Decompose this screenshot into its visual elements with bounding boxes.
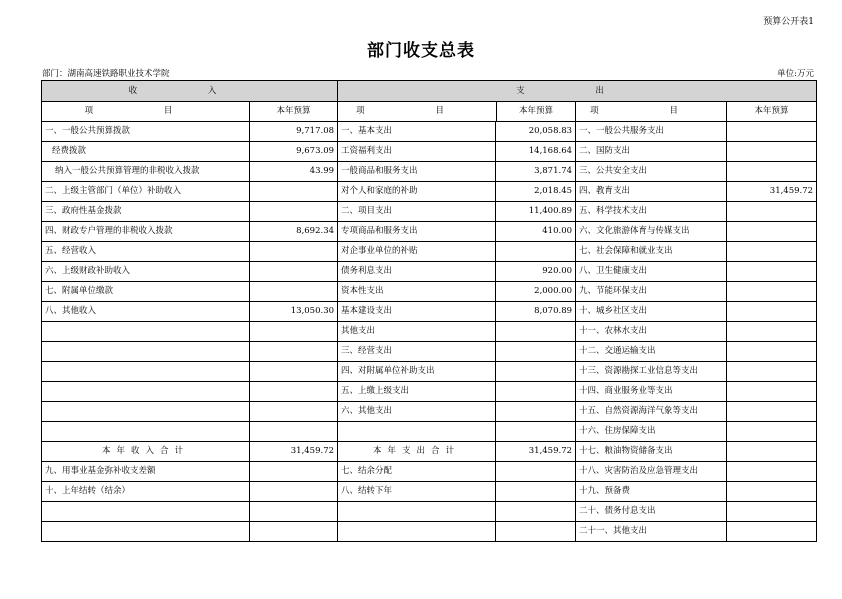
function-value-cell: [727, 122, 817, 142]
income-value-cell: 13,050.30: [250, 302, 338, 322]
table-row: [42, 202, 817, 222]
function-item-cell: 八、卫生健康支出: [576, 262, 727, 282]
table-row: [42, 122, 817, 142]
function-value-cell: [727, 242, 817, 262]
income-item-cell: 四、财政专户管理的非税收入拨款: [42, 222, 250, 242]
function-value-cell: [727, 422, 817, 442]
function-value-cell: [727, 362, 817, 382]
expense-value-cell: [496, 482, 575, 501]
income-item-cell: [42, 422, 250, 442]
income-item-cell: [42, 522, 250, 542]
function-item-cell: 十五、自然资源海洋气象等支出: [576, 402, 727, 422]
table-row: [42, 222, 817, 242]
function-value-cell: [727, 402, 817, 422]
income-value-cell: [250, 322, 338, 342]
table-row: [42, 482, 817, 502]
function-item-cell: 一、一般公共服务支出: [576, 122, 727, 142]
function-value-cell: [727, 302, 817, 322]
expense-cell: [338, 442, 576, 462]
function-value-cell: [727, 342, 817, 362]
income-item-cell: 五、经营收入: [42, 242, 250, 262]
expense-item-cell: 四、对附属单位补助支出: [338, 362, 496, 381]
expense-value-cell: [496, 522, 575, 541]
function-item-cell: 四、教育支出: [576, 182, 727, 202]
expense-item-cell: 八、结转下年: [338, 482, 496, 501]
income-value-cell: 9,673.09: [250, 142, 338, 162]
expense-item-cell: 对个人和家庭的补助: [338, 182, 496, 201]
table-row: [42, 322, 817, 342]
function-item-cell: 九、节能环保支出: [576, 282, 727, 302]
expense-item-cell: 工资福利支出: [338, 142, 496, 161]
column-header-row: [42, 102, 817, 122]
income-value-cell: [250, 242, 338, 262]
income-item-cell: [42, 502, 250, 522]
function-item-cell: 十九、预备费: [576, 482, 727, 502]
income-budget-header: 本年预算: [250, 102, 338, 122]
function-item-cell: 二十一、其他支出: [576, 522, 727, 542]
income-value-cell: [250, 202, 338, 222]
expense-cell: [338, 242, 576, 262]
table-row: [42, 502, 817, 522]
expense-section-header: 支 出: [338, 81, 817, 102]
expense-value-cell: [496, 362, 575, 381]
expense-item-cell: 债务利息支出: [338, 262, 496, 281]
function-budget-header: 本年预算: [727, 102, 817, 122]
income-value-cell: 8,692.34: [250, 222, 338, 242]
income-value-cell: [250, 382, 338, 402]
expense-item-cell: 其他支出: [338, 322, 496, 341]
table-row: [42, 282, 817, 302]
table-row: [42, 262, 817, 282]
income-item-cell: 十、上年结转（结余）: [42, 482, 250, 502]
function-item-cell: 六、文化旅游体育与传媒支出: [576, 222, 727, 242]
function-value-cell: [727, 202, 817, 222]
function-item-cell: 五、科学技术支出: [576, 202, 727, 222]
expense-cell: [338, 422, 576, 442]
section-band-row: [42, 81, 817, 102]
table-row: [42, 402, 817, 422]
income-value-cell: [250, 182, 338, 202]
income-item-cell: 一、一般公共预算拨款: [42, 122, 250, 142]
income-item-cell: [42, 342, 250, 362]
function-item-cell: 二、国防支出: [576, 142, 727, 162]
income-value-cell: [250, 262, 338, 282]
income-value-cell: [250, 482, 338, 502]
income-value-cell: 43.99: [250, 162, 338, 182]
expense-item-cell: 二、项目支出: [338, 202, 496, 221]
expense-cell: [338, 462, 576, 482]
expense-cell: [338, 122, 576, 142]
expense-cell: [338, 162, 576, 182]
expense-item-cell: 对企事业单位的补贴: [338, 242, 496, 261]
function-item-cell: 十八、灾害防治及应急管理支出: [576, 462, 727, 482]
income-item-cell: 三、政府性基金拨款: [42, 202, 250, 222]
expense-value-cell: [496, 242, 575, 261]
income-value-cell: [250, 402, 338, 422]
table-row: [42, 162, 817, 182]
function-value-cell: 31,459.72: [727, 182, 817, 202]
table-row: [42, 302, 817, 322]
income-value-cell: [250, 462, 338, 482]
expense-item-cell: 三、经营支出: [338, 342, 496, 361]
expense-cell: [338, 262, 576, 282]
expense-value-cell: 8,070.89: [534, 306, 573, 316]
function-value-cell: [727, 382, 817, 402]
function-item-cell: 七、社会保障和就业支出: [576, 242, 727, 262]
expense-header-cell: [338, 102, 576, 122]
function-value-cell: [727, 482, 817, 502]
expense-cell: [338, 342, 576, 362]
income-item-cell: [42, 402, 250, 422]
income-item-header: 项 目: [42, 102, 250, 122]
expense-value-cell: 14,168.64: [528, 146, 573, 156]
function-item-cell: 十一、农林水支出: [576, 322, 727, 342]
expense-cell: [338, 202, 576, 222]
expense-cell: [338, 182, 576, 202]
table-row: [42, 522, 817, 542]
expense-value-cell: [496, 402, 575, 421]
table-row: [42, 182, 817, 202]
income-section-header: 收 入: [42, 81, 338, 102]
table-row: [42, 142, 817, 162]
function-value-cell: [727, 262, 817, 282]
expense-cell: [338, 282, 576, 302]
expense-cell: [338, 502, 576, 522]
income-value-cell: [250, 502, 338, 522]
table-row: [42, 362, 817, 382]
income-item-cell: 七、附属单位缴款: [42, 282, 250, 302]
income-item-cell: 经费拨款: [42, 142, 250, 162]
expense-value-cell: 3,871.74: [534, 166, 573, 176]
expense-cell: [338, 322, 576, 342]
expense-cell: [338, 522, 576, 542]
expense-value-cell: [496, 462, 575, 481]
function-value-cell: [727, 162, 817, 182]
function-value-cell: [727, 142, 817, 162]
expense-item-cell: 五、上缴上级支出: [338, 382, 496, 401]
expense-item-cell: 本年支出合计: [338, 442, 496, 461]
function-value-cell: [727, 222, 817, 242]
expense-value-cell: 2,000.00: [534, 286, 573, 296]
expense-item-cell: 一、基本支出: [338, 122, 496, 141]
income-item-cell: 二、上级主管部门（单位）补助收入: [42, 182, 250, 202]
expense-value-cell: 11,400.89: [528, 206, 573, 216]
function-value-cell: [727, 462, 817, 482]
income-value-cell: [250, 362, 338, 382]
expense-item-cell: [338, 422, 496, 441]
function-item-cell: 二十、债务付息支出: [576, 502, 727, 522]
expense-value-cell: 410.00: [542, 226, 573, 236]
table-row: [42, 382, 817, 402]
function-item-cell: 十、城乡社区支出: [576, 302, 727, 322]
income-value-cell: 9,717.08: [250, 122, 338, 142]
expense-value-cell: 20,058.83: [528, 126, 573, 136]
expense-value-cell: [496, 342, 575, 361]
table-row: [42, 242, 817, 262]
expense-value-cell: 31,459.72: [528, 446, 573, 456]
expense-item-cell: [338, 522, 496, 541]
function-item-cell: 三、公共安全支出: [576, 162, 727, 182]
function-value-cell: [727, 502, 817, 522]
expense-cell: [338, 382, 576, 402]
function-value-cell: [727, 442, 817, 462]
expense-cell: [338, 482, 576, 502]
function-item-header: 项 目: [576, 102, 727, 122]
report-number-label: 预算公开表1: [763, 17, 814, 27]
function-value-cell: [727, 282, 817, 302]
income-value-cell: [250, 342, 338, 362]
table-row: [42, 462, 817, 482]
expense-value-cell: [496, 382, 575, 401]
income-item-cell: 九、用事业基金弥补收支差额: [42, 462, 250, 482]
income-item-cell: [42, 322, 250, 342]
expense-cell: [338, 142, 576, 162]
income-item-cell: [42, 382, 250, 402]
expense-item-cell: 专项商品和服务支出: [338, 222, 496, 241]
table-row: [42, 342, 817, 362]
department-label: 部门：湖南高速铁路职业技术学院: [42, 69, 170, 79]
expense-cell: [338, 222, 576, 242]
expense-cell: [338, 302, 576, 322]
expense-item-cell: 七、结余分配: [338, 462, 496, 481]
income-item-cell: 六、上级财政补助收入: [42, 262, 250, 282]
expense-item-cell: [338, 502, 496, 521]
function-item-cell: 十四、商业服务业等支出: [576, 382, 727, 402]
expense-value-cell: [496, 322, 575, 341]
expense-item-cell: 资本性支出: [338, 282, 496, 301]
income-value-cell: [250, 422, 338, 442]
page-title: 部门收支总表: [367, 41, 475, 61]
expense-item-cell: 六、其他支出: [338, 402, 496, 421]
function-value-cell: [727, 322, 817, 342]
expense-budget-header: 本年预算: [519, 106, 554, 116]
function-value-cell: [727, 522, 817, 542]
expense-value-cell: [496, 422, 575, 441]
expense-cell: [338, 362, 576, 382]
unit-label: 单位:万元: [777, 69, 814, 79]
function-item-cell: 十三、资源勘探工业信息等支出: [576, 362, 727, 382]
budget-summary-table: [41, 80, 817, 542]
expense-item-cell: 一般商品和服务支出: [338, 162, 496, 181]
expense-value-cell: 920.00: [542, 266, 573, 276]
income-item-cell: [42, 362, 250, 382]
expense-value-cell: 2,018.45: [534, 186, 573, 196]
expense-cell: [338, 402, 576, 422]
income-value-cell: [250, 522, 338, 542]
function-item-cell: 十二、交通运输支出: [576, 342, 727, 362]
function-item-cell: 十六、住房保障支出: [576, 422, 727, 442]
income-item-cell: 八、其他收入: [42, 302, 250, 322]
expense-item-header: 项 目: [338, 102, 497, 121]
income-item-cell: 纳入一般公共预算管理的非税收入拨款: [42, 162, 250, 182]
income-value-cell: 31,459.72: [250, 442, 338, 462]
income-item-cell: 本年收入合计: [42, 442, 250, 462]
function-item-cell: 十七、粮油物资储备支出: [576, 442, 727, 462]
expense-item-cell: 基本建设支出: [338, 302, 496, 321]
expense-value-cell: [496, 502, 575, 521]
table-row: [42, 442, 817, 462]
table-row: [42, 422, 817, 442]
income-value-cell: [250, 282, 338, 302]
